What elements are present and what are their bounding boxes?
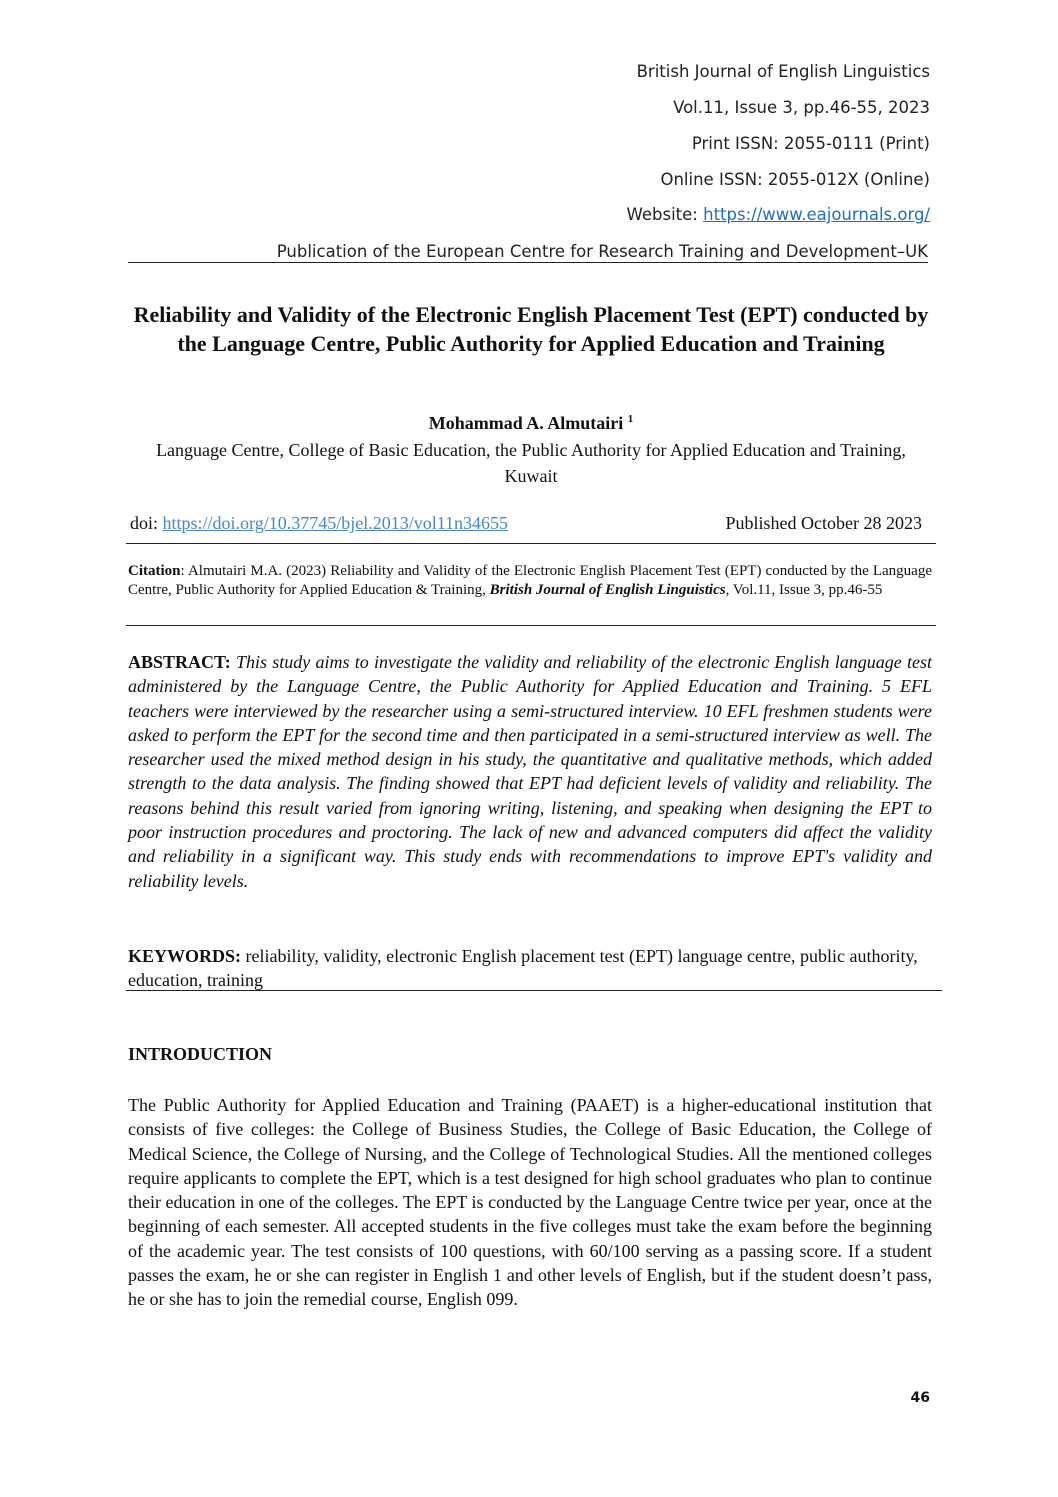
author-superscript: 1: [627, 413, 634, 425]
keywords-label: KEYWORDS:: [128, 946, 242, 966]
author-line: [128, 413, 934, 434]
divider: [126, 543, 936, 544]
author-name: Mohammad A. Almutairi: [428, 413, 624, 433]
doi-link[interactable]: https://doi.org/10.37745/bjel.2013/vol11n34655: [162, 513, 509, 533]
citation-journal: British Journal of English Linguistics: [489, 582, 726, 598]
section-heading: INTRODUCTION: [128, 1044, 273, 1064]
page-number: 46: [910, 1390, 930, 1406]
abstract: [128, 650, 932, 893]
author-affiliation: Language Centre, College of Basic Education, the Public Authority for Applied Education and Training, Kuwait: [156, 440, 906, 486]
citation-label: Citation: [128, 563, 181, 579]
divider: [126, 625, 936, 626]
section-paragraph: The Public Authority for Applied Education and Training (PAAET) is a higher-educational institution that consists of five colleges: the College of Business Studies, the College of Basic Education, the College of Medical Science, the College of Nursing, and the College of Technological Studies. All the mentioned colleges require applicants to complete the EPT, which is a test designed for high school graduates who plan to continue their education in one of the colleges. The EPT is conducted by the Language Centre twice per year, once at the beginning of each semester. All accepted students in the five colleges must take the exam before the beginning of the academic year. The test consists of 100 questions, with 60/100 serving as a passing score. If a student passes the exam, he or she can register in English 1 and other levels of English, but if the student doesn’t pass, he or she has to join the remedial course, English 099.: [128, 1095, 932, 1310]
website-label: Website:: [626, 205, 704, 224]
doi-row: [130, 513, 922, 534]
doi: [130, 513, 508, 534]
online-issn: Online ISSN: 2055-012X (Online): [660, 170, 930, 189]
print-issn: Print ISSN: 2055-0111 (Print): [691, 134, 930, 153]
keywords-text: reliability, validity, electronic English placement test (EPT) language centre, public authority, education, training: [128, 946, 918, 990]
abstract-label: ABSTRACT:: [128, 652, 231, 672]
article-title: Reliability and Validity of the Electronic English Placement Test (EPT) conducted by the Language Centre, Public Authority for Applied Education and Training: [133, 302, 929, 356]
publication-line: Publication of the European Centre for Research Training and Development–UK: [128, 242, 928, 263]
citation-text: : Almutairi M.A. (2023) Reliability and Validity of the Electronic English Placement Test (EPT) conducted by the Language Centre, Public Authority for Applied Education & Training,: [128, 563, 932, 598]
journal-name: British Journal of English Linguistics: [636, 62, 930, 81]
citation-tail: , Vol.11, Issue 3, pp.46-55: [725, 582, 883, 598]
citation: [128, 562, 932, 600]
website-line: [627, 205, 930, 224]
journal-volume: Vol.11, Issue 3, pp.46-55, 2023: [673, 98, 930, 117]
divider: [126, 990, 942, 991]
published-date: Published October 28 2023: [725, 513, 922, 533]
keywords: [128, 944, 932, 992]
abstract-text: This study aims to investigate the validity and reliability of the electronic English language test administered by the Language Centre, the Public Authority for Applied Education and Training. 5 EFL teachers were interviewed by the researcher using a semi-structured interview. 10 EFL freshmen students were asked to perform the EPT for the second time and then participated in a semi-structured interview as well. The researcher used the mixed method design in his study, the quantitative and qualitative methods, which added strength to the data analysis. The finding showed that EPT had deficient levels of validity and reliability. The reasons behind this result varied from ignoring writing, listening, and speaking when designing the EPT to poor instruction procedures and proctoring. The lack of new and advanced computers did affect the validity and reliability in a significant way. This study ends with recommendations to improve EPT's validity and reliability levels.: [128, 652, 932, 891]
website-link[interactable]: https://www.eajournals.org/: [703, 205, 930, 224]
doi-label: doi:: [130, 513, 163, 533]
